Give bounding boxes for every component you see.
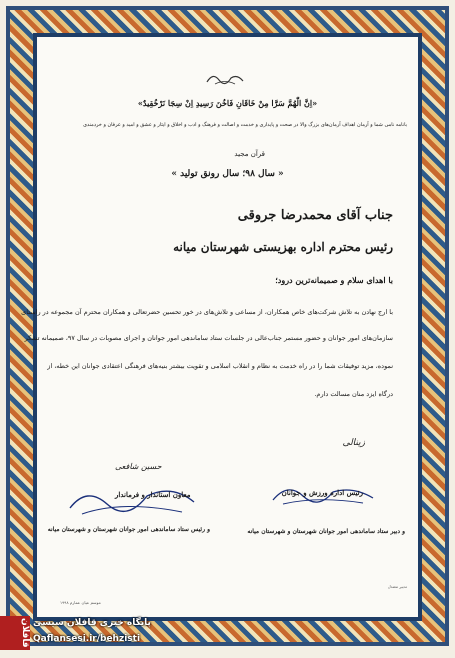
year-motto: « سال ۹۸؛ سال رونق تولید » [171, 169, 284, 179]
site-name: پایگاه خبری قافلان سیسی [33, 618, 151, 628]
signer-right-name: زینالی [342, 438, 365, 448]
calligraphy-emblem-icon [205, 70, 245, 86]
body-line-2: سازمان‌های امور جوانان و حضور مستمر جناب‌عالی در جلسات ستاد ساماندهی امور جوانان و اجرای مصوبات در سال ۹۷، صمیمانه تشکر [24, 334, 393, 342]
signer-left-subtitle: و رئیس ستاد ساماندهی امور جوانان شهرستان و شهرستان میانه [47, 526, 210, 533]
signer-left-title: معاون استاندار و فرماندار [115, 490, 191, 499]
recipient-title: رئیس محترم اداره بهزیستی شهرستان میانه [173, 240, 393, 254]
intro-line: بانامه نامی شما و آرمان اهداف آرمان‌های بزرگ والا در صحت و پایداری و خدمت و اصالت و فرهنگ و ادب و اخلاق و ایثار و عشق و امید و عرفان و خردمندی [83, 122, 407, 128]
greeting: با اهدای سلام و صمیمانه‌ترین درود؛ [275, 275, 393, 285]
signer-right-title: رئیس اداره ورزش و جوانان [281, 488, 363, 497]
recipient-name: جناب آقای محمدرضا جروقی [237, 208, 393, 223]
quran-reference: قرآن مجید [234, 150, 265, 158]
site-watermark [0, 608, 180, 658]
footer-form-number: موسم عیان عمارم ۱۹۹۸ [60, 600, 101, 605]
site-url: Qaflansesi.ir/behzisti [33, 634, 141, 644]
site-logo: قافلان [0, 616, 30, 650]
header-verse: «اِنَّ الّٰهُمَّ سَرَّا مِنْ خَاقَانِ فَاخُنَ رَسِیدِ اِنْ سِجَا نَرْخُقِیدٌ» [137, 98, 318, 108]
body-line-1: با ارج نهادن به تلاش شرکت‌های خاص همکاران، از مساعی و تلاش‌های در خور تحسین حضرتعالی و همکاران محترم آن مجموعه در راستای [21, 308, 393, 316]
body-line-3: نموده، مزید توفیقات شما را در راه خدمت به نظام و انقلاب اسلامی و تقویت بیشتر بنیه‌های فرهنگی اعتقادی جوانان این خطه، از [47, 362, 393, 370]
body-line-4: درگاه ایزد منان مسالت دارم. [314, 390, 393, 398]
signer-left-name: حسین شافعی [115, 462, 162, 471]
footer-note: تدبیر معتدل [387, 584, 407, 589]
signer-right-subtitle: و دبیر ستاد ساماندهی امور جوانان شهرستان و شهرستان میانه [247, 528, 405, 535]
